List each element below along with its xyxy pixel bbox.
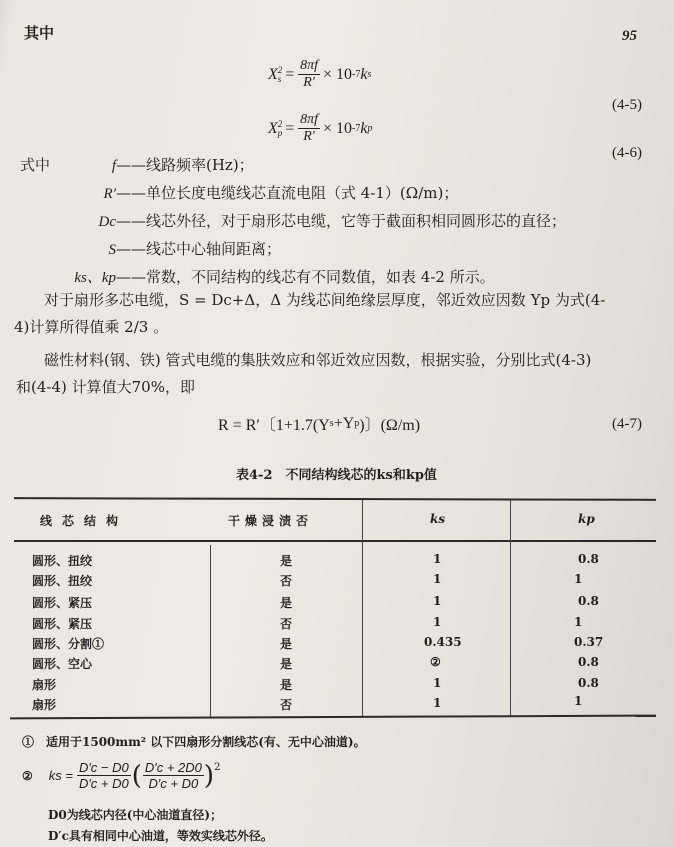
table-bottom-rule xyxy=(10,715,656,720)
table-header-kp: kp xyxy=(578,512,595,526)
equation-label-4-6: (4-6) xyxy=(612,145,642,161)
definition-row: Dc——线芯外径，对于扇形芯电缆，它等于截面积相同圆形芯的直径； xyxy=(98,212,567,230)
paragraph-1-line-1: 对于扇形多芯电缆，S = Dc+Δ，Δ 为线芯间绝缘层厚度，邻近效应因数 Yp 为式(4- xyxy=(44,291,606,309)
definition-row: R′——单位长度电缆线芯直流电阻（式 4-1）(Ω/m)； xyxy=(103,184,459,202)
definitions-block xyxy=(20,152,566,292)
table-divider-3 xyxy=(510,500,511,716)
table-divider-2 xyxy=(362,500,363,716)
paragraph-2-line-2: 和(4-4) 计算值大70%，即 xyxy=(16,378,195,396)
equation-4-6: X 2 p = $\frac{8\pi f}{R'}$ × 10 -7 k p xyxy=(268,112,373,144)
table-header-rule xyxy=(14,540,656,542)
table-header-ks: ks xyxy=(430,512,446,526)
equation-4-5: X 2 s = $\frac{8\pi f}{R'}$ × 10 -7 k s xyxy=(268,58,372,90)
table-header-impregnated: 干燥浸渍否 xyxy=(228,514,314,528)
table-header-structure: 线芯结构 xyxy=(40,514,129,528)
table-divider-1 xyxy=(210,545,211,717)
table-title: 表4-2 不同结构线芯的ks和kp值 xyxy=(236,468,437,483)
page-number: 95 xyxy=(622,28,637,44)
document-page: 其中 95 X 2 s = $\frac{8\pi f}{R'}$ × 10 -7 k s (4-5) X 2 p = $\frac{8\pi f}{R'}$ × 10 -7 k p (4-6) 式中 f——线路频率(Hz)； R′——单位长度电缆线芯直流电阻（式 4-1）(Ω/m)； Dc——线芯外径，对于扇形芯电缆，它等于截面积相同圆形芯的直径； S——线芯中心轴间距离； ks、kp——常数，不同结构的线芯有不同数值，如表 4-2 所示。 对于扇形多芯电缆，S = Dc+Δ，Δ 为线芯间绝缘层厚度，邻近效应因数 Yp 为式(4- 4)计算所得值乘 2/3 。 磁性材料(钢、铁) 管式电缆的集肤效应和邻近效应因数，根据实验，分别比式(4-3) 和(4-4) 计算值大70%，即 R = R′〔1+1.7(Y s +Y p )〕(Ω/m) (4-7) 表4-2 不同结构线芯的ks和kp值 线芯结构 干燥浸渍否 ks kp 圆形、扭绞 是 1 0.8 圆形、扭绞 否 1 1 圆形、紧压 是 1 0.8 圆形、紧压 否 1 1 圆形、分割① 是 0.435 0.37 圆形、空心 是 ② 0.8 扇形 是 1 0.8 扇形 否 1 1 ① 适用于1500mm² 以下四扇形分割线芯(有、无中心油道)。 ② ks = $\frac{D'c - D0}{D'c + D0}$ ( $\frac{D'c + 2D0}{D'c + D0}$ ) 2 D0为线芯内径(中心油道直径)； D′c具有相同中心油道，等效实线芯外径。 xyxy=(0,0,674,847)
footnote-2-line-2: D0为线芯内径(中心油道直径)； xyxy=(48,808,223,822)
table-top-rule xyxy=(14,497,656,501)
footnote-1: ① 适用于1500mm² 以下四扇形分割线芯(有、无中心油道)。 xyxy=(22,735,366,749)
footnote-2-formula: ② ks = $\frac{D'c - D0}{D'c + D0}$ ( $\frac{D'c + 2D0}{D'c + D0}$ ) 2 xyxy=(22,760,221,791)
paragraph-1-line-2: 4)计算所得值乘 2/3 。 xyxy=(14,318,169,336)
equation-4-7: R = R′〔1+1.7(Y s +Y p )〕(Ω/m) xyxy=(218,414,421,434)
equation-label-4-7: (4-7) xyxy=(612,416,642,432)
footnote-2-line-3: D′c具有相同中心油道，等效实线芯外径。 xyxy=(48,829,273,843)
where-label: 其中 xyxy=(24,24,55,42)
definition-row: ks、kp——常数，不同结构的线芯有不同数值，如表 4-2 所示。 xyxy=(74,268,495,286)
definition-row: 式中 f——线路频率(Hz)； xyxy=(20,156,254,174)
definition-row: S——线芯中心轴间距离； xyxy=(108,240,282,258)
paragraph-2-line-1: 磁性材料(钢、铁) 管式电缆的集肤效应和邻近效应因数，根据实验，分别比式(4-3) xyxy=(44,351,592,369)
equation-label-4-5: (4-5) xyxy=(612,97,642,113)
